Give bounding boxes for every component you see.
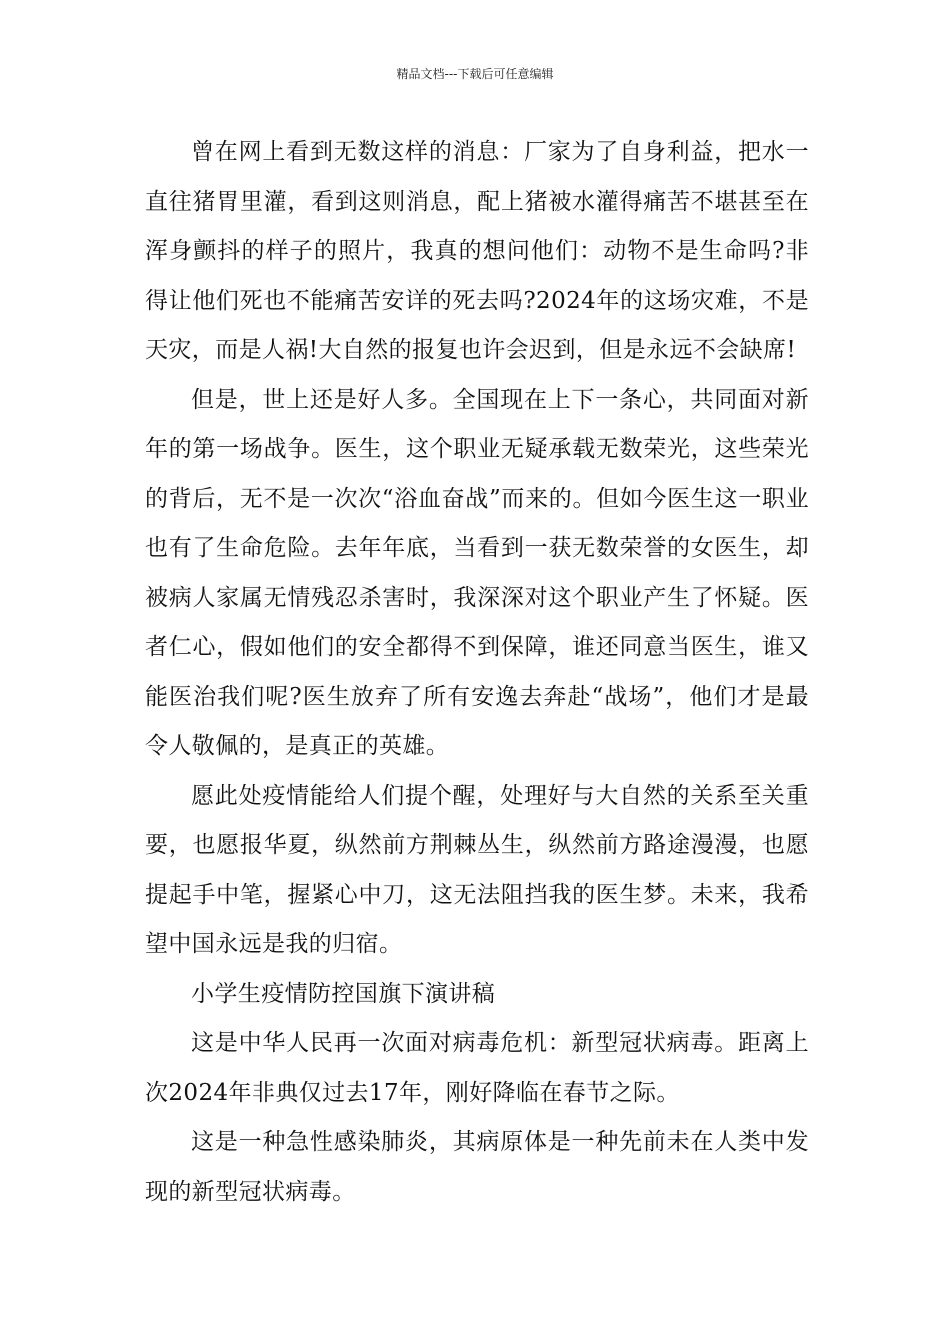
section-title: 小学生疫情防控国旗下演讲稿 — [191, 980, 496, 1007]
paragraph-4: 这是中华人民再一次面对病毒危机：新型冠状病毒。距离上次2024年非典仅过去17年，刚好降临在春节之际。 — [145, 1030, 809, 1106]
paragraph-2: 但是，世上还是好人多。全国现在上下一条心，共同面对新年的第一场战争。医生，这个职业无疑承载无数荣光，这些荣光的背后，无不是一次次“浴血奋战”而来的。但如今医生这一职业也有了生命危险。去年年底，当看到一获无数荣誉的女医生，却被病人家属无情残忍杀害时，我深深对这个职业产生了怀疑。医者仁心，假如他们的安全都得不到保障，谁还同意当医生，谁又能医治我们呢?医生放弃了所有安逸去奔赴“战场”，他们才是最令人敬佩的，是真正的英雄。 — [145, 386, 809, 759]
page-header: 精品文档---下载后可任意编辑 — [396, 67, 554, 81]
paragraph-3: 愿此处疫情能给人们提个醒，处理好与大自然的关系至关重要，也愿报华夏，纵然前方荆棘丛生，纵然前方路途漫漫，也愿提起手中笔，握紧心中刀，这无法阻挡我的医生梦。未来，我希望中国永远是我的归宿。 — [145, 782, 809, 957]
paragraph-5: 这是一种急性感染肺炎，其病原体是一种先前未在人类中发现的新型冠状病毒。 — [145, 1129, 809, 1205]
document-body — [145, 128, 809, 1217]
paragraph-1: 曾在网上看到无数这样的消息：厂家为了自身利益，把水一直往猪胃里灌，看到这则消息，配上猪被水灌得痛苦不堪甚至在浑身颤抖的样子的照片，我真的想问他们：动物不是生命吗?非得让他们死也不能痛苦安详的死去吗?2024年的这场灾难，不是天灾，而是人祸!大自然的报复也许会迟到，但是永远不会缺席! — [145, 139, 809, 363]
